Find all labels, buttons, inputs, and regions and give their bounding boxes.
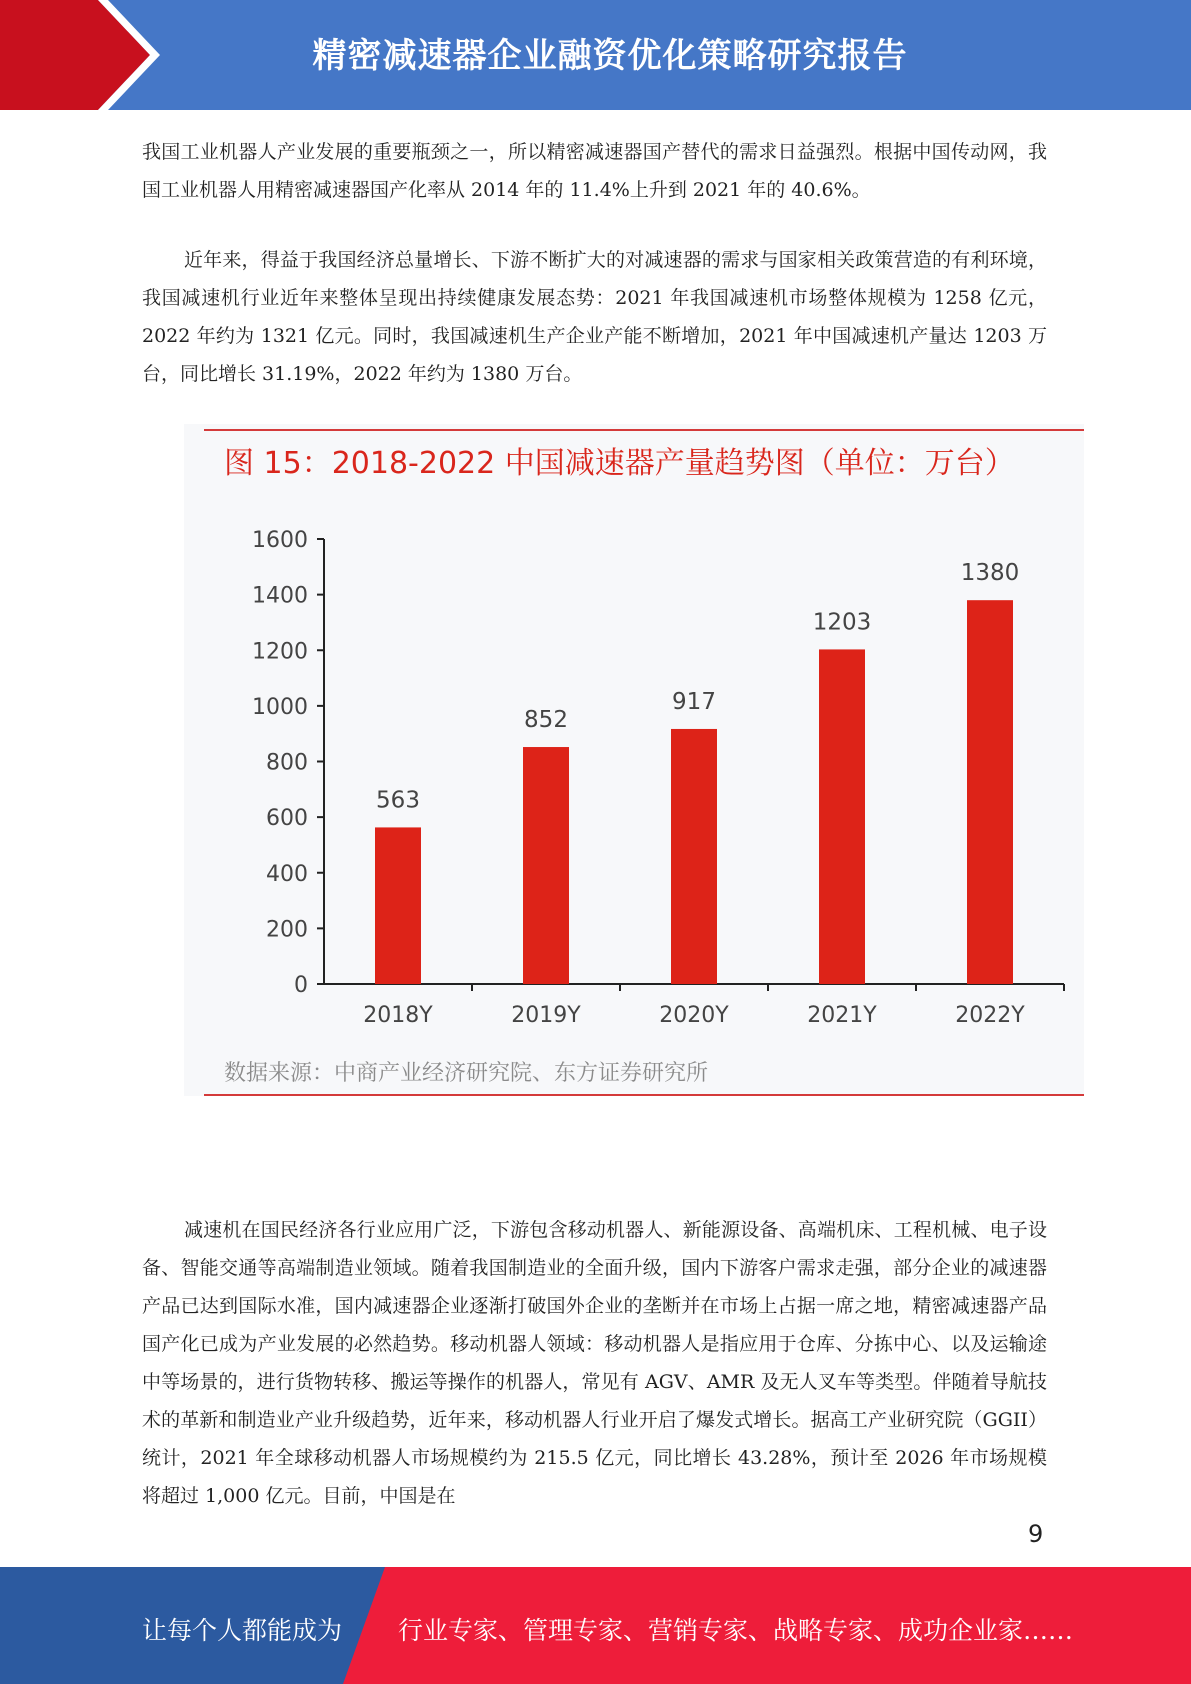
figure-bottom-rule bbox=[204, 1094, 1084, 1096]
figure-15 bbox=[184, 424, 1084, 1096]
x-tick-label-2021Y: 2021Y bbox=[807, 1003, 877, 1028]
y-tick-label: 800 bbox=[266, 750, 308, 776]
footer-slogan-left: 让每个人都能成为 bbox=[142, 1616, 343, 1645]
bar-chart bbox=[184, 424, 1084, 1096]
header-chevron-decoration bbox=[0, 0, 160, 110]
page-footer bbox=[0, 1567, 1191, 1684]
report-title: 精密减速器企业融资优化策略研究报告 bbox=[312, 36, 908, 76]
bar-2022Y bbox=[967, 600, 1013, 984]
x-tick-label-2022Y: 2022Y bbox=[955, 1003, 1025, 1028]
y-tick-label: 1200 bbox=[252, 639, 308, 665]
bar-2020Y bbox=[671, 729, 717, 984]
x-tick-label-2019Y: 2019Y bbox=[511, 1003, 581, 1028]
paragraph-2: 近年来，得益于我国经济总量增长、下游不断扩大的对减速器的需求与国家相关政策营造的有利环境，我国减速机行业近年来整体呈现出持续健康发展态势：2021 年我国减速机市场整体规模为 1258 亿元，2022 年约为 1321 亿元。同时，我国减速机生产企业产能不断增加，2021 年中国减速机产量达 1203 万台，同比增长 31.19%，2022 年约为 1380 万台。 bbox=[142, 249, 1048, 385]
footer-slogan-right: 行业专家、管理专家、营销专家、战略专家、成功企业家…… bbox=[398, 1616, 1074, 1645]
x-tick-label-2018Y: 2018Y bbox=[363, 1003, 433, 1028]
header-red-chevron bbox=[0, 0, 150, 110]
data-label-2019Y: 852 bbox=[524, 707, 568, 734]
y-tick-label: 1600 bbox=[252, 528, 308, 553]
data-label-2020Y: 917 bbox=[672, 688, 716, 715]
y-tick-label: 600 bbox=[266, 806, 308, 832]
paragraph-1: 我国工业机器人产业发展的重要瓶颈之一，所以精密减速器国产替代的需求日益强烈。根据中国传动网，我国工业机器人用精密减速器国产化率从 2014 年的 11.4%上升到 2021 年的 40.6%。 bbox=[142, 141, 1047, 201]
data-label-2021Y: 1203 bbox=[812, 609, 872, 636]
paragraph-3: 减速机在国民经济各行业应用广泛，下游包含移动机器人、新能源设备、高端机床、工程机械、电子设备、智能交通等高端制造业领域。随着我国制造业的全面升级，国内下游客户需求走强，部分企业的减速器产品已达到国际水准，国内减速器企业逐渐打破国外企业的垄断并在市场上占据一席之地，精密减速器产品国产化已成为产业发展的必然趋势。移动机器人领域：移动机器人是指应用于仓库、分拣中心、以及运输途中等场景的，进行货物转移、搬运等操作的机器人，常见有 AGV、AMR 及无人叉车等类型。伴随着导航技术的革新和制造业产业升级趋势，近年来，移动机器人行业开启了爆发式增长。据高工产业研究院（GGII）统计，2021 年全球移动机器人市场规模约为 215.5 亿元，同比增长 43.28%，预计至 2026 年市场规模将超过 1,000 亿元。目前，中国是在 bbox=[142, 1219, 1047, 1507]
bar-2021Y bbox=[819, 649, 865, 984]
y-tick-label: 0 bbox=[294, 973, 308, 998]
bar-2018Y bbox=[375, 827, 421, 984]
page-number: 9 bbox=[1028, 1520, 1044, 1548]
y-tick-label: 400 bbox=[266, 861, 308, 887]
page-header bbox=[0, 0, 1191, 110]
data-label-2022Y: 1380 bbox=[960, 560, 1020, 587]
bar-2019Y bbox=[523, 747, 569, 984]
chart-source: 数据来源：中商产业经济研究院、东方证券研究所 bbox=[224, 1061, 709, 1086]
data-label-2018Y: 563 bbox=[376, 787, 420, 814]
x-tick-label-2020Y: 2020Y bbox=[659, 1003, 729, 1028]
chart-title: 图 15：2018-2022 中国减速器产量趋势图（单位：万台） bbox=[224, 446, 1015, 481]
y-tick-label: 200 bbox=[266, 917, 308, 943]
y-tick-label: 1000 bbox=[252, 694, 308, 720]
y-tick-label: 1400 bbox=[252, 583, 308, 609]
